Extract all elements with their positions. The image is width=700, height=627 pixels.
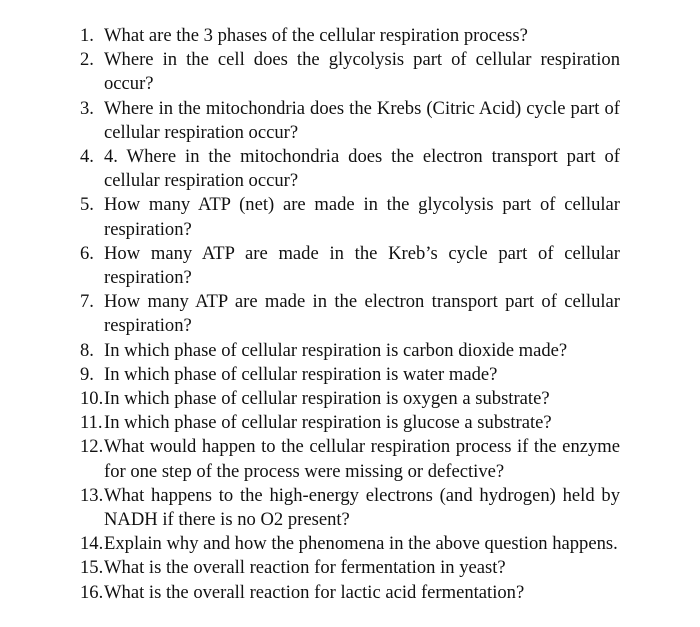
question-number: 16. [80, 581, 104, 603]
question-number: 12. [80, 436, 104, 458]
question-text: How many ATP (net) are made in the glycolysis part of cellular respiration? [104, 194, 620, 240]
question-number: 5. [80, 194, 94, 216]
question-item [80, 387, 620, 411]
question-item [80, 339, 620, 363]
question-number: 4. [80, 146, 94, 168]
question-text: How many ATP are made in the Kreb’s cycle part of cellular respiration? [104, 242, 620, 289]
question-item [80, 435, 620, 483]
question-number: 2. [80, 49, 94, 71]
question-item [80, 242, 620, 290]
question-number: 11. [80, 412, 103, 434]
question-text: 4. Where in the mitochondria does the electron transport part of cellular respiration occur? [104, 146, 620, 192]
question-text: What happens to the high-energy electrons (and hydrogen) held by NADH if there is no O2 present? [104, 484, 620, 531]
question-number: 10. [80, 388, 104, 410]
question-item [80, 581, 620, 605]
question-text: Where in the mitochondria does the Krebs (Citric Acid) cycle part of cellular respiration occur? [104, 97, 620, 143]
question-item [80, 556, 620, 580]
question-text: In which phase of cellular respiration is glucose a substrate? [104, 412, 552, 434]
question-text: In which phase of cellular respiration is carbon dioxide made? [104, 339, 568, 361]
question-number: 14. [80, 533, 104, 555]
question-text: What would happen to the cellular respiration process if the enzyme for one step of the process were missing or defective? [104, 436, 620, 482]
question-item [80, 97, 620, 145]
question-item [80, 290, 620, 338]
question-number: 7. [80, 291, 94, 313]
question-text: How many ATP are made in the electron transport part of cellular respiration? [104, 291, 620, 337]
question-number: 15. [80, 557, 104, 579]
question-item [80, 48, 620, 96]
question-number: 13. [80, 484, 104, 506]
question-text: What are the 3 phases of the cellular respiration process? [104, 25, 528, 46]
question-list [80, 24, 620, 605]
question-item [80, 532, 620, 556]
question-text: In which phase of cellular respiration is oxygen a substrate? [104, 388, 550, 410]
question-number: 6. [80, 242, 94, 264]
question-item [80, 411, 620, 435]
question-text: Where in the cell does the glycolysis part of cellular respiration occur? [104, 49, 620, 95]
question-item [80, 24, 620, 48]
question-text: Explain why and how the phenomena in the above question happens. [104, 533, 618, 555]
question-text: What is the overall reaction for fermentation in yeast? [104, 557, 506, 579]
question-item [80, 145, 620, 193]
question-number: 1. [80, 25, 94, 46]
question-number: 8. [80, 339, 94, 361]
question-text: What is the overall reaction for lactic acid fermentation? [104, 581, 525, 603]
question-number: 9. [80, 363, 94, 385]
question-item [80, 363, 620, 387]
question-number: 3. [80, 97, 94, 119]
question-text: In which phase of cellular respiration is water made? [104, 363, 498, 385]
question-item [80, 484, 620, 532]
question-item [80, 193, 620, 241]
